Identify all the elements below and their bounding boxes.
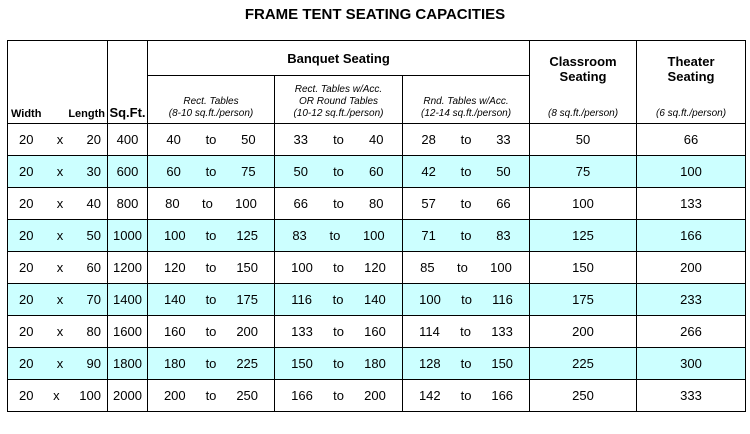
to-separator: to <box>460 356 472 371</box>
rect-range-cell <box>148 220 275 252</box>
table-row <box>8 316 746 348</box>
to-separator: to <box>461 292 472 307</box>
round-tables-header <box>403 76 530 124</box>
sqft-cell: 1000 <box>108 220 148 252</box>
rnd-min: 142 <box>418 388 441 403</box>
table-row <box>8 220 746 252</box>
width-value: 20 <box>19 132 34 147</box>
rnd-range-cell <box>403 316 530 348</box>
rect-tables-header <box>148 76 275 124</box>
rect-max: 200 <box>236 324 259 339</box>
width-value: 20 <box>19 196 34 211</box>
rnd-min: 114 <box>419 324 440 339</box>
sqft-cell: 400 <box>108 124 148 156</box>
rnd-range-cell <box>403 284 530 316</box>
classroom-cell: 125 <box>530 220 637 252</box>
theater-cell: 300 <box>637 348 746 380</box>
rect-min: 80 <box>165 196 180 211</box>
rect-range-cell <box>148 348 275 380</box>
rect-max: 125 <box>236 228 259 243</box>
x-separator: x <box>56 260 64 275</box>
length-value: 70 <box>86 292 101 307</box>
dimension-cell <box>8 284 108 316</box>
to-separator: to <box>205 324 217 339</box>
rect-max: 250 <box>236 388 259 403</box>
theater-cell: 166 <box>637 220 746 252</box>
acc-range-cell <box>275 316 403 348</box>
rnd-max: 100 <box>490 260 512 275</box>
dimension-cell <box>8 188 108 220</box>
sqft-cell: 1200 <box>108 252 148 284</box>
rnd-min: 100 <box>419 292 441 307</box>
classroom-cell: 75 <box>530 156 637 188</box>
width-value: 20 <box>19 356 34 371</box>
rnd-range-cell <box>403 252 530 284</box>
acc-range-cell <box>275 124 403 156</box>
sqft-cell: 2000 <box>108 380 148 412</box>
acc-range-cell <box>275 188 403 220</box>
table-row <box>8 348 746 380</box>
length-value: 90 <box>86 356 101 371</box>
width-value: 20 <box>19 324 34 339</box>
acc-range-cell <box>275 252 403 284</box>
to-separator: to <box>205 356 217 371</box>
to-separator: to <box>460 132 472 147</box>
rect-max: 50 <box>241 132 256 147</box>
width-length-header <box>8 41 108 124</box>
classroom-cell: 250 <box>530 380 637 412</box>
sqft-cell: 800 <box>108 188 148 220</box>
width-value: 20 <box>19 292 34 307</box>
acc-min: 150 <box>291 356 313 371</box>
x-separator: x <box>56 324 64 339</box>
to-separator: to <box>333 132 344 147</box>
rnd-range-cell <box>403 348 530 380</box>
rect-max: 75 <box>241 164 256 179</box>
dimension-cell <box>8 252 108 284</box>
acc-max: 100 <box>362 228 385 243</box>
theater-label-2: Seating <box>667 69 715 84</box>
rect-min: 200 <box>163 388 186 403</box>
rect-min: 120 <box>163 260 186 275</box>
acc-min: 33 <box>293 132 308 147</box>
to-separator: to <box>205 292 217 307</box>
acc-range-cell <box>275 156 403 188</box>
rect-min: 140 <box>163 292 186 307</box>
acc-min: 66 <box>293 196 308 211</box>
rnd-range-cell <box>403 124 530 156</box>
theater-cell: 133 <box>637 188 746 220</box>
acc-range-cell <box>275 220 403 252</box>
to-separator: to <box>460 228 472 243</box>
page-title: FRAME TENT SEATING CAPACITIES <box>244 6 506 23</box>
acc-min: 116 <box>291 292 313 307</box>
classroom-cell: 50 <box>530 124 637 156</box>
to-separator: to <box>205 388 217 403</box>
width-value: 20 <box>19 260 34 275</box>
rnd-max: 116 <box>492 292 513 307</box>
classroom-cell: 100 <box>530 188 637 220</box>
rnd-range-cell <box>403 220 530 252</box>
length-value: 30 <box>86 164 101 179</box>
length-value: 100 <box>79 388 101 403</box>
rnd-range-cell <box>403 156 530 188</box>
to-separator: to <box>333 324 344 339</box>
rnd-min: 57 <box>421 196 436 211</box>
x-separator: x <box>56 228 64 243</box>
acc-min: 50 <box>293 164 308 179</box>
x-separator: x <box>56 356 64 371</box>
sqft-cell: 600 <box>108 156 148 188</box>
theater-cell: 66 <box>637 124 746 156</box>
classroom-cell: 175 <box>530 284 637 316</box>
to-separator: to <box>456 260 468 275</box>
rect-max: 150 <box>236 260 259 275</box>
rectacc-label-3: (10-12 sq.ft./person) <box>293 108 384 119</box>
theater-label-1: Theater <box>667 54 715 69</box>
x-separator: x <box>56 196 64 211</box>
rect-label-1: Rect. Tables <box>183 96 239 107</box>
acc-range-cell <box>275 380 403 412</box>
acc-max: 140 <box>363 292 386 307</box>
rnd-range-cell <box>403 380 530 412</box>
rnd-max: 133 <box>491 324 513 339</box>
dimension-cell <box>8 220 108 252</box>
rect-min: 160 <box>163 324 186 339</box>
rnd-max: 66 <box>496 196 511 211</box>
acc-max: 180 <box>364 356 386 371</box>
rnd-min: 128 <box>418 356 441 371</box>
acc-range-cell <box>275 348 403 380</box>
acc-min: 133 <box>291 324 313 339</box>
rnd-max: 150 <box>491 356 514 371</box>
to-separator: to <box>205 164 217 179</box>
rnd-label-2: (12-14 sq.ft./person) <box>420 108 512 119</box>
rnd-min: 42 <box>421 164 436 179</box>
rect-min: 100 <box>163 228 186 243</box>
rnd-max: 166 <box>491 388 514 403</box>
dimension-cell <box>8 348 108 380</box>
to-separator: to <box>205 260 217 275</box>
rnd-range-cell <box>403 188 530 220</box>
acc-max: 120 <box>364 260 386 275</box>
table-row <box>8 252 746 284</box>
rnd-max: 83 <box>496 228 511 243</box>
to-separator: to <box>329 228 341 243</box>
length-value: 40 <box>86 196 101 211</box>
acc-min: 83 <box>292 228 307 243</box>
theater-cell: 100 <box>637 156 746 188</box>
acc-max: 200 <box>364 388 386 403</box>
rect-label-2: (8-10 sq.ft./person) <box>168 108 254 119</box>
classroom-label-1: Classroom <box>549 54 617 69</box>
theater-cell: 200 <box>637 252 746 284</box>
x-separator: x <box>53 388 60 403</box>
classroom-label-2: Seating <box>559 69 607 84</box>
length-value: 20 <box>86 132 101 147</box>
classroom-cell: 150 <box>530 252 637 284</box>
rect-min: 40 <box>166 132 181 147</box>
x-separator: x <box>56 132 64 147</box>
rect-range-cell <box>148 380 275 412</box>
rect-range-cell <box>148 188 275 220</box>
rect-min: 60 <box>166 164 181 179</box>
acc-min: 166 <box>291 388 313 403</box>
sqft-cell: 1800 <box>108 348 148 380</box>
rnd-min: 71 <box>421 228 436 243</box>
width-header: Width <box>11 108 42 120</box>
to-separator: to <box>333 260 344 275</box>
dimension-cell <box>8 316 108 348</box>
banquet-seating-header <box>148 41 530 76</box>
acc-max: 160 <box>364 324 386 339</box>
to-separator: to <box>332 292 344 307</box>
dimension-cell <box>8 156 108 188</box>
theater-cell: 333 <box>637 380 746 412</box>
to-separator: to <box>201 196 213 211</box>
to-separator: to <box>460 196 472 211</box>
rnd-max: 33 <box>496 132 511 147</box>
to-separator: to <box>460 324 471 339</box>
acc-range-cell <box>275 284 403 316</box>
length-value: 60 <box>86 260 101 275</box>
rnd-max: 50 <box>496 164 511 179</box>
sqft-cell: 1400 <box>108 284 148 316</box>
rect-range-cell <box>148 316 275 348</box>
rnd-min: 28 <box>421 132 436 147</box>
theater-cell: 233 <box>637 284 746 316</box>
rnd-label-1: Rnd. Tables w/Acc. <box>423 96 509 107</box>
rect-range-cell <box>148 252 275 284</box>
dimension-cell <box>8 380 108 412</box>
length-value: 80 <box>86 324 101 339</box>
classroom-cell: 225 <box>530 348 637 380</box>
sqft-cell: 1600 <box>108 316 148 348</box>
seating-capacity-table <box>7 40 746 412</box>
to-separator: to <box>460 164 472 179</box>
theater-sub: (6 sq.ft./person) <box>656 108 727 119</box>
classroom-header <box>530 41 637 124</box>
rect-max: 225 <box>236 356 259 371</box>
length-header: Length <box>68 108 105 120</box>
to-separator: to <box>333 196 344 211</box>
x-separator: x <box>56 164 64 179</box>
length-value: 50 <box>86 228 101 243</box>
rect-range-cell <box>148 284 275 316</box>
width-value: 20 <box>19 228 34 243</box>
header-row-top <box>8 41 746 76</box>
to-separator: to <box>205 228 217 243</box>
width-value: 20 <box>19 388 34 403</box>
table-row <box>8 124 746 156</box>
rect-range-cell <box>148 124 275 156</box>
to-separator: to <box>333 388 344 403</box>
acc-max: 40 <box>368 132 384 147</box>
rectacc-label-2: OR Round Tables <box>298 96 379 107</box>
rect-min: 180 <box>163 356 186 371</box>
rect-acc-tables-header <box>275 76 403 124</box>
acc-max: 80 <box>368 196 384 211</box>
rectacc-label-1: Rect. Tables w/Acc. <box>294 84 383 95</box>
dimension-cell <box>8 124 108 156</box>
theater-header <box>637 41 746 124</box>
banquet-seating-label: Banquet Seating <box>287 50 390 66</box>
classroom-cell: 200 <box>530 316 637 348</box>
sqft-header: Sq.Ft. <box>108 41 148 124</box>
table-row <box>8 188 746 220</box>
to-separator: to <box>205 132 217 147</box>
table-row <box>8 284 746 316</box>
acc-min: 100 <box>291 260 313 275</box>
table-row <box>8 380 746 412</box>
x-separator: x <box>56 292 64 307</box>
rect-range-cell <box>148 156 275 188</box>
rnd-min: 85 <box>420 260 435 275</box>
rect-max: 100 <box>235 196 257 211</box>
width-value: 20 <box>19 164 34 179</box>
to-separator: to <box>333 356 344 371</box>
table-row <box>8 156 746 188</box>
to-separator: to <box>333 164 344 179</box>
to-separator: to <box>460 388 472 403</box>
theater-cell: 266 <box>637 316 746 348</box>
classroom-sub: (8 sq.ft./person) <box>548 108 619 119</box>
acc-max: 60 <box>368 164 384 179</box>
rect-max: 175 <box>236 292 259 307</box>
